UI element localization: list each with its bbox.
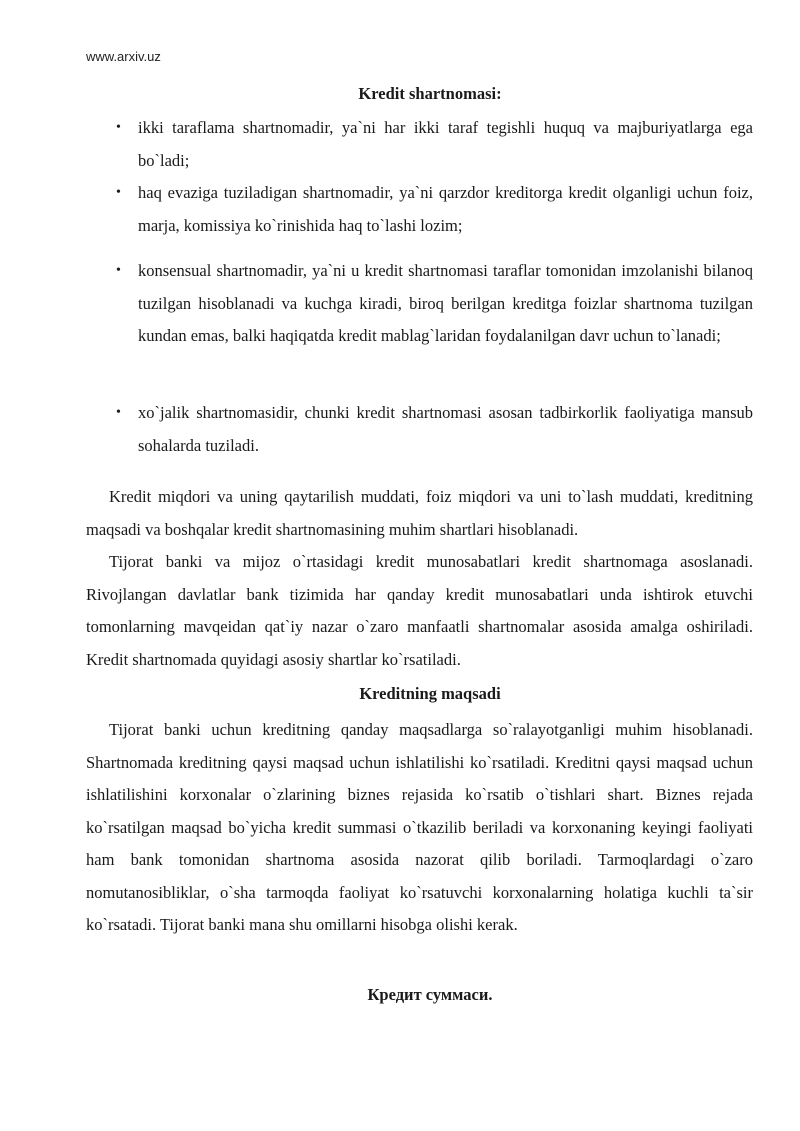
list-item-text: konsensual shartnomadir, ya`ni u kredit shartnomasi taraflar tomonidan imzolanishi bilanoq tuzilgan hisoblanadi va kuchga kiradi, biroq berilgan kreditga foizlar shartnoma tuzilgan kundan emas, balki haqiqatda kredit mablag`laridan foydalanilgan davr uchun to`lanadi; xyxy=(138,261,753,345)
list-item xyxy=(116,177,753,242)
list-item xyxy=(116,255,753,353)
section-heading-kreditning-maqsadi: Kreditning maqsadi xyxy=(359,684,501,703)
site-url[interactable]: www.arxiv.uz xyxy=(86,49,161,64)
bullet-icon: • xyxy=(116,185,121,200)
list-item xyxy=(116,397,753,462)
bullet-icon: • xyxy=(116,120,121,135)
bullet-icon: • xyxy=(116,263,121,278)
bullet-icon: • xyxy=(116,405,121,420)
paragraph: Tijorat banki va mijoz o`rtasidagi kredit munosabatlari kredit shartnomaga asoslanadi. Rivojlangan davlatlar bank tizimida har qanday kredit munosabatlari unda ishtirok etuvchi tomonlarning mavqeidan qat`iy nazar o`zaro manfaatli shartnomalar asosida amalga oshiriladi. Kredit shartnomada quyidagi asosiy shartlar ko`rsatiladi. xyxy=(86,552,753,669)
list-item-text: xo`jalik shartnomasidir, chunki kredit shartnomasi asosan tadbirkorlik faoliyatiga mansub sohalarda tuziladi. xyxy=(138,403,753,455)
section-heading-kredit-summasi: Кредит суммаси. xyxy=(367,985,493,1004)
list-item xyxy=(116,112,753,177)
paragraph: Tijorat banki uchun kreditning qanday maqsadlarga so`ralayotganligi muhim hisoblanadi. Shartnomada kreditning qaysi maqsad uchun ishlatilishi ko`rsatiladi. Kreditni qaysi maqsad uchun ishlatilishini korxonalar o`zlarining biznes rejasida ko`rsatib o`tishlari shart. Biznes rejada ko`rsatilgan maqsad bo`yicha kredit summasi o`tkazilib beriladi va korxonaning keyingi faoliyati ham bank tomonidan shartnoma asosida nazorat qilib boriladi. Tarmoqlardagi o`zaro nomutanosibliklar, o`sha tarmoqda faoliyat ko`rsatuvchi korxonalarning holatiga kuchli ta`sir ko`rsatadi. Tijorat banki mana shu omillarni hisobga olishi kerak. xyxy=(86,720,753,934)
list-item-text: ikki taraflama shartnomadir, ya`ni har ikki taraf tegishli huquq va majburiyatlarga ega bo`ladi; xyxy=(138,118,753,170)
paragraph: Kredit miqdori va uning qaytarilish muddati, foiz miqdori va uni to`lash muddati, kreditning maqsadi va boshqalar kredit shartnomasining muhim shartlari hisoblanadi. xyxy=(86,487,753,539)
section-heading-kredit-shartnomasi: Kredit shartnomasi: xyxy=(358,84,502,103)
list-item-text: haq evaziga tuziladigan shartnomadir, ya`ni qarzdor kreditorga kredit olganligi uchun foiz, marja, komissiya ko`rinishida haq to`lashi lozim; xyxy=(138,183,753,235)
